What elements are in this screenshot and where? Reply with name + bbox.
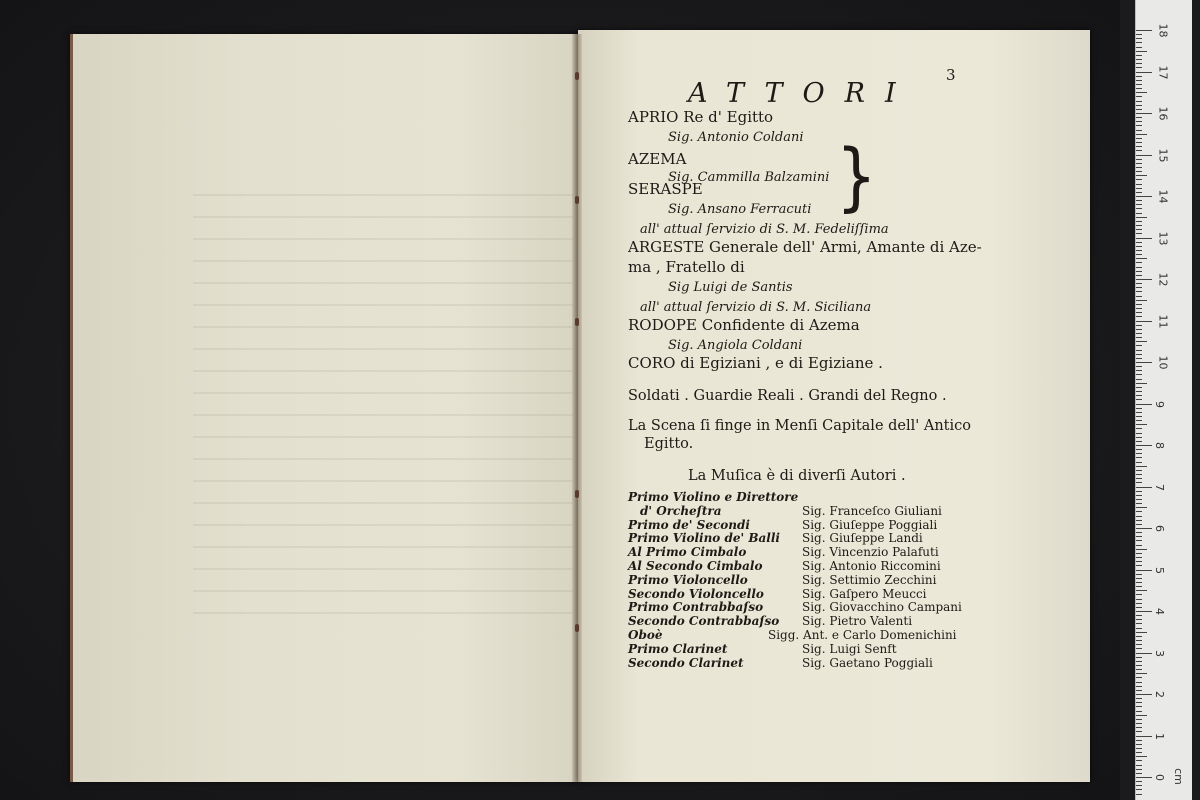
ruler-tick bbox=[1136, 590, 1147, 591]
ruler-tick bbox=[1136, 113, 1152, 114]
ruler-tick bbox=[1136, 657, 1142, 658]
ruler-tick bbox=[1136, 96, 1142, 97]
ruler-tick bbox=[1136, 706, 1142, 707]
measurement-ruler bbox=[1135, 0, 1192, 800]
ruler-tick bbox=[1136, 553, 1142, 554]
ruler-tick bbox=[1136, 354, 1142, 355]
ruler-tick bbox=[1136, 171, 1142, 172]
ruler-tick bbox=[1136, 760, 1142, 761]
ruler-tick bbox=[1136, 325, 1142, 326]
ruler-tick bbox=[1136, 628, 1142, 629]
ruler-tick bbox=[1136, 520, 1142, 521]
ruler-tick bbox=[1136, 291, 1142, 292]
ruler-tick bbox=[1136, 711, 1142, 712]
ruler-number: 11 bbox=[1156, 314, 1170, 328]
ruler-tick bbox=[1136, 528, 1152, 529]
ruler-tick bbox=[1136, 229, 1142, 230]
ruler-number: 7 bbox=[1153, 483, 1166, 491]
orchestra-role: Oboè bbox=[628, 628, 663, 642]
ruler-tick bbox=[1136, 345, 1142, 346]
ruler-tick bbox=[1136, 316, 1142, 317]
orchestra-role: d' Orcheſtra bbox=[640, 503, 722, 518]
orchestra-role: Secondo Clarinet bbox=[628, 655, 744, 670]
ruler-tick bbox=[1136, 267, 1142, 268]
ruler-tick bbox=[1136, 723, 1142, 724]
ruler-tick bbox=[1136, 574, 1142, 575]
ruler-tick bbox=[1136, 321, 1152, 322]
ruler-tick bbox=[1136, 570, 1152, 571]
ruler-tick bbox=[1136, 163, 1142, 164]
ruler-tick bbox=[1136, 204, 1142, 205]
ruler-tick bbox=[1136, 424, 1147, 425]
ruler-tick bbox=[1136, 536, 1142, 537]
ruler-tick bbox=[1136, 615, 1142, 616]
ruler-tick bbox=[1136, 540, 1142, 541]
ruler-tick bbox=[1136, 789, 1142, 790]
ruler-tick bbox=[1136, 715, 1147, 716]
ruler-number: 0 bbox=[1153, 774, 1166, 781]
ruler-number: 12 bbox=[1156, 272, 1170, 287]
ruler-tick bbox=[1136, 682, 1142, 683]
ruler-tick bbox=[1136, 221, 1142, 222]
ruler-tick bbox=[1136, 88, 1142, 89]
orchestra-role: Primo Violino de' Balli bbox=[628, 531, 780, 546]
ruler-tick bbox=[1136, 42, 1142, 43]
orchestra-player: Sig. Antonio Riccomini bbox=[802, 559, 941, 573]
ruler-tick bbox=[1136, 532, 1142, 533]
orchestra-player: Sig. Gaetano Poggiali bbox=[802, 655, 933, 670]
ruler-number: 5 bbox=[1153, 566, 1166, 574]
orchestra-role: Primo Contrabbaſso bbox=[628, 600, 764, 615]
orchestra-player: Sig. Giuſeppe Poggiali bbox=[802, 517, 938, 532]
ruler-tick bbox=[1136, 777, 1152, 778]
scene-line: La Scena ſi finge in Menſi Capitale dell' Antico bbox=[628, 418, 971, 434]
ruler-tick bbox=[1136, 719, 1142, 720]
ruler-tick bbox=[1136, 698, 1142, 699]
ruler-tick bbox=[1136, 474, 1142, 475]
ruler-tick bbox=[1136, 366, 1142, 367]
ruler-number: 9 bbox=[1153, 400, 1166, 408]
ruler-tick bbox=[1136, 300, 1147, 301]
ruler-number: 14 bbox=[1156, 189, 1170, 204]
left-page bbox=[70, 34, 581, 782]
orchestra-player: Sig. Pietro Valenti bbox=[802, 614, 913, 629]
ruler-tick bbox=[1136, 478, 1142, 479]
ruler-tick bbox=[1136, 117, 1142, 118]
cast-singer: Sig. Angiola Coldani bbox=[668, 338, 803, 353]
ruler-tick bbox=[1136, 511, 1142, 512]
ruler-tick bbox=[1136, 271, 1142, 272]
ruler-tick bbox=[1136, 121, 1142, 122]
ruler-tick bbox=[1136, 399, 1142, 400]
ruler-tick bbox=[1136, 283, 1142, 284]
ruler-tick bbox=[1136, 653, 1152, 654]
ruler-tick bbox=[1136, 55, 1142, 56]
stitch-mark bbox=[575, 196, 579, 204]
ruler-tick bbox=[1136, 146, 1142, 147]
ruler-tick bbox=[1136, 370, 1142, 371]
ruler-number: 8 bbox=[1153, 442, 1166, 449]
ruler-tick bbox=[1136, 482, 1142, 483]
book-gutter bbox=[572, 34, 582, 782]
ruler-tick bbox=[1136, 565, 1142, 566]
ruler-tick bbox=[1136, 462, 1142, 463]
ruler-tick bbox=[1136, 794, 1142, 795]
orchestra-role: Secondo Violoncello bbox=[628, 586, 764, 601]
ruler-tick bbox=[1136, 453, 1142, 454]
ruler-tick bbox=[1136, 138, 1142, 139]
ruler-tick bbox=[1136, 246, 1142, 247]
page-title: ATTORI bbox=[688, 78, 916, 109]
ruler-tick bbox=[1136, 524, 1142, 525]
ruler-tick bbox=[1136, 196, 1152, 197]
music-line: La Muſica è di diverſi Autori . bbox=[688, 468, 906, 484]
ruler-tick bbox=[1136, 92, 1147, 93]
ruler-tick bbox=[1136, 740, 1142, 741]
ruler-tick bbox=[1136, 611, 1152, 612]
ruler-tick bbox=[1136, 694, 1152, 695]
ruler-tick bbox=[1136, 470, 1142, 471]
ruler-tick bbox=[1136, 279, 1152, 280]
ruler-tick bbox=[1136, 134, 1147, 135]
ruler-tick bbox=[1136, 420, 1142, 421]
bleed-through-texture bbox=[193, 194, 573, 614]
ruler-tick bbox=[1136, 756, 1147, 757]
ruler-tick bbox=[1136, 200, 1142, 201]
ruler-number: 10 bbox=[1156, 355, 1170, 370]
ruler-tick bbox=[1136, 51, 1147, 52]
ruler-tick bbox=[1136, 773, 1142, 774]
ruler-tick bbox=[1136, 383, 1147, 384]
ruler-tick bbox=[1136, 254, 1142, 255]
ruler-tick bbox=[1136, 184, 1142, 185]
ruler-tick bbox=[1136, 599, 1142, 600]
ruler-tick bbox=[1136, 72, 1152, 73]
ruler-tick bbox=[1136, 38, 1142, 39]
ruler-tick bbox=[1136, 30, 1152, 31]
ruler-number: 6 bbox=[1153, 525, 1166, 532]
cast-role: CORO di Egiziani , e di Egiziane . bbox=[628, 354, 883, 372]
ruler-number: 17 bbox=[1156, 65, 1170, 79]
ruler-tick bbox=[1136, 391, 1142, 392]
ruler-number: 2 bbox=[1153, 691, 1166, 698]
ruler-tick bbox=[1136, 333, 1142, 334]
ruler-tick bbox=[1136, 208, 1142, 209]
ruler-tick bbox=[1136, 76, 1142, 77]
ruler-tick bbox=[1136, 636, 1142, 637]
ruler-number: 18 bbox=[1156, 23, 1170, 38]
ruler-tick bbox=[1136, 578, 1142, 579]
ruler-tick bbox=[1136, 632, 1147, 633]
ruler-tick bbox=[1136, 765, 1142, 766]
ruler-tick bbox=[1136, 416, 1142, 417]
ruler-tick bbox=[1136, 449, 1142, 450]
ruler-tick bbox=[1136, 665, 1142, 666]
ruler-tick bbox=[1136, 213, 1142, 214]
ruler-tick bbox=[1136, 673, 1147, 674]
ruler-tick bbox=[1136, 690, 1142, 691]
stitch-mark bbox=[575, 624, 579, 632]
ruler-tick bbox=[1136, 445, 1152, 446]
ruler-tick bbox=[1136, 619, 1142, 620]
orchestra-role: Primo Violoncello bbox=[628, 572, 748, 587]
ruler-tick bbox=[1136, 308, 1142, 309]
service-note: all' attual ſervizio di S. M. Siciliana bbox=[640, 300, 872, 315]
ruler-tick bbox=[1136, 466, 1147, 467]
orchestra-role: Al Primo Cimbalo bbox=[628, 545, 747, 560]
brace-icon: } bbox=[836, 135, 877, 221]
ruler-tick bbox=[1136, 34, 1142, 35]
cast-role: ARGESTE Generale dell' Armi, Amante di Aze- bbox=[628, 238, 982, 256]
ruler-tick bbox=[1136, 744, 1142, 745]
ruler-tick bbox=[1136, 503, 1142, 504]
ruler-tick bbox=[1136, 549, 1147, 550]
cast-singer: Sig Luigi de Santis bbox=[668, 280, 793, 295]
ruler-tick bbox=[1136, 109, 1142, 110]
ruler-tick bbox=[1136, 507, 1147, 508]
ruler-tick bbox=[1136, 67, 1142, 68]
ruler-tick bbox=[1136, 686, 1142, 687]
ruler-tick bbox=[1136, 101, 1142, 102]
cast-role-continued: ma , Fratello di bbox=[628, 258, 745, 276]
ruler-tick bbox=[1136, 644, 1142, 645]
ruler-tick bbox=[1136, 179, 1142, 180]
orchestra-player: Sigg. Ant. e Carlo Domenichini bbox=[768, 628, 957, 642]
ruler-tick bbox=[1136, 47, 1142, 48]
ruler-tick bbox=[1136, 125, 1142, 126]
ruler-tick bbox=[1136, 457, 1142, 458]
cast-role: SERASPE bbox=[628, 180, 703, 198]
orchestra-player: Sig. Giuſeppe Landi bbox=[802, 531, 923, 546]
ruler-tick bbox=[1136, 175, 1147, 176]
ruler-tick bbox=[1136, 238, 1152, 239]
orchestra-player: Sig. Vincenzio Palafuti bbox=[802, 545, 939, 560]
ruler-tick bbox=[1136, 648, 1142, 649]
ruler-tick bbox=[1136, 350, 1142, 351]
ruler-tick bbox=[1136, 752, 1142, 753]
ruler-tick bbox=[1136, 748, 1142, 749]
orchestra-player: Sig. Gaſpero Meucci bbox=[802, 586, 927, 601]
ruler-number: 1 bbox=[1153, 732, 1166, 740]
ruler-tick bbox=[1136, 379, 1142, 380]
ruler-tick bbox=[1136, 408, 1142, 409]
ruler-tick bbox=[1136, 702, 1142, 703]
ruler-number: 13 bbox=[1156, 231, 1170, 245]
ruler-tick bbox=[1136, 412, 1142, 413]
ruler-tick bbox=[1136, 441, 1142, 442]
stitch-mark bbox=[575, 72, 579, 80]
cast-singer: Sig. Antonio Coldani bbox=[668, 130, 804, 145]
ruler-tick bbox=[1136, 781, 1142, 782]
ruler-tick bbox=[1136, 362, 1152, 363]
ruler-tick bbox=[1136, 731, 1142, 732]
stitch-mark bbox=[575, 318, 579, 326]
ruler-tick bbox=[1136, 594, 1142, 595]
ruler-tick bbox=[1136, 545, 1142, 546]
ruler-tick bbox=[1136, 130, 1142, 131]
cast-singer: Sig. Ansano Ferracuti bbox=[668, 202, 812, 217]
scene-line: Egitto. bbox=[644, 436, 694, 452]
extras-line: Soldati . Guardie Reali . Grandi del Regno . bbox=[628, 388, 947, 404]
ruler-tick bbox=[1136, 159, 1142, 160]
ruler-tick bbox=[1136, 677, 1142, 678]
ruler-tick bbox=[1136, 374, 1142, 375]
ruler-tick bbox=[1136, 242, 1142, 243]
ruler-tick bbox=[1136, 495, 1142, 496]
ruler-tick bbox=[1136, 150, 1142, 151]
orchestra-player: Sig. Franceſco Giuliani bbox=[802, 503, 942, 518]
ruler-tick bbox=[1136, 561, 1142, 562]
ruler-tick bbox=[1136, 296, 1142, 297]
ruler-tick bbox=[1136, 358, 1142, 359]
ruler-tick bbox=[1136, 582, 1142, 583]
orchestra-role: Primo Violino e Direttore bbox=[628, 490, 799, 504]
ruler-number: 15 bbox=[1156, 148, 1170, 162]
orchestra-role: Secondo Contrabbaſso bbox=[628, 614, 780, 629]
ruler-tick bbox=[1136, 233, 1142, 234]
ruler-tick bbox=[1136, 275, 1142, 276]
ruler-unit: cm bbox=[1171, 768, 1185, 785]
ruler-number: 4 bbox=[1153, 608, 1166, 615]
ruler-tick bbox=[1136, 217, 1147, 218]
ruler-tick bbox=[1136, 404, 1152, 405]
cast-singer: Sig. Cammilla Balzamini bbox=[668, 170, 830, 185]
ruler-tick bbox=[1136, 304, 1142, 305]
ruler-tick bbox=[1136, 727, 1142, 728]
ruler-tick bbox=[1136, 437, 1142, 438]
service-note: all' attual ſervizio di S. M. Fedeliſſima bbox=[640, 222, 889, 237]
ruler-tick bbox=[1136, 262, 1142, 263]
ruler-tick bbox=[1136, 84, 1142, 85]
ruler-tick bbox=[1136, 337, 1142, 338]
cast-role: APRIO Re d' Egitto bbox=[628, 108, 774, 126]
ruler-number: 16 bbox=[1156, 106, 1170, 121]
ruler-tick bbox=[1136, 785, 1142, 786]
ruler-tick bbox=[1136, 499, 1142, 500]
ruler-tick bbox=[1136, 607, 1142, 608]
ruler-tick bbox=[1136, 167, 1142, 168]
cast-role: AZEMA bbox=[628, 150, 687, 168]
orchestra-player: Sig. Settimio Zecchini bbox=[802, 572, 937, 587]
orchestra-player: Sig. Luigi Senft bbox=[802, 641, 897, 656]
ruler-tick bbox=[1136, 395, 1142, 396]
cast-role: RODOPE Confidente di Azema bbox=[628, 316, 860, 334]
stitch-mark bbox=[575, 490, 579, 498]
ruler-tick bbox=[1136, 487, 1152, 488]
ruler-tick bbox=[1136, 586, 1142, 587]
ruler-tick bbox=[1136, 433, 1142, 434]
ruler-tick bbox=[1136, 557, 1142, 558]
ruler-tick bbox=[1136, 669, 1142, 670]
orchestra-role: Primo Clarinet bbox=[628, 641, 728, 656]
ruler-tick bbox=[1136, 105, 1142, 106]
ruler-tick bbox=[1136, 623, 1142, 624]
ruler-tick bbox=[1136, 491, 1142, 492]
ruler-tick bbox=[1136, 188, 1142, 189]
ruler-tick bbox=[1136, 428, 1142, 429]
ruler-tick bbox=[1136, 661, 1142, 662]
ruler-tick bbox=[1136, 225, 1142, 226]
ruler-tick bbox=[1136, 516, 1142, 517]
ruler-number: 3 bbox=[1153, 649, 1166, 657]
page-number: 3 bbox=[946, 66, 956, 84]
ruler-tick bbox=[1136, 63, 1142, 64]
orchestra-player: Sig. Giovacchino Campani bbox=[802, 600, 962, 615]
ruler-tick bbox=[1136, 142, 1142, 143]
ruler-tick bbox=[1136, 736, 1152, 737]
ruler-tick bbox=[1136, 640, 1142, 641]
orchestra-role: Primo de' Secondi bbox=[628, 517, 750, 532]
ruler-tick bbox=[1136, 329, 1142, 330]
ruler-tick bbox=[1136, 192, 1142, 193]
ruler-tick bbox=[1136, 603, 1142, 604]
ruler-tick bbox=[1136, 59, 1142, 60]
ruler-tick bbox=[1136, 250, 1142, 251]
ruler-tick bbox=[1136, 80, 1142, 81]
ruler-tick bbox=[1136, 341, 1147, 342]
ruler-tick bbox=[1136, 387, 1142, 388]
ruler-tick bbox=[1136, 312, 1142, 313]
ruler-tick bbox=[1136, 287, 1142, 288]
ruler-tick bbox=[1136, 769, 1142, 770]
ruler-tick bbox=[1136, 155, 1152, 156]
ruler-tick bbox=[1136, 258, 1147, 259]
orchestra-role: Al Secondo Cimbalo bbox=[628, 559, 763, 573]
